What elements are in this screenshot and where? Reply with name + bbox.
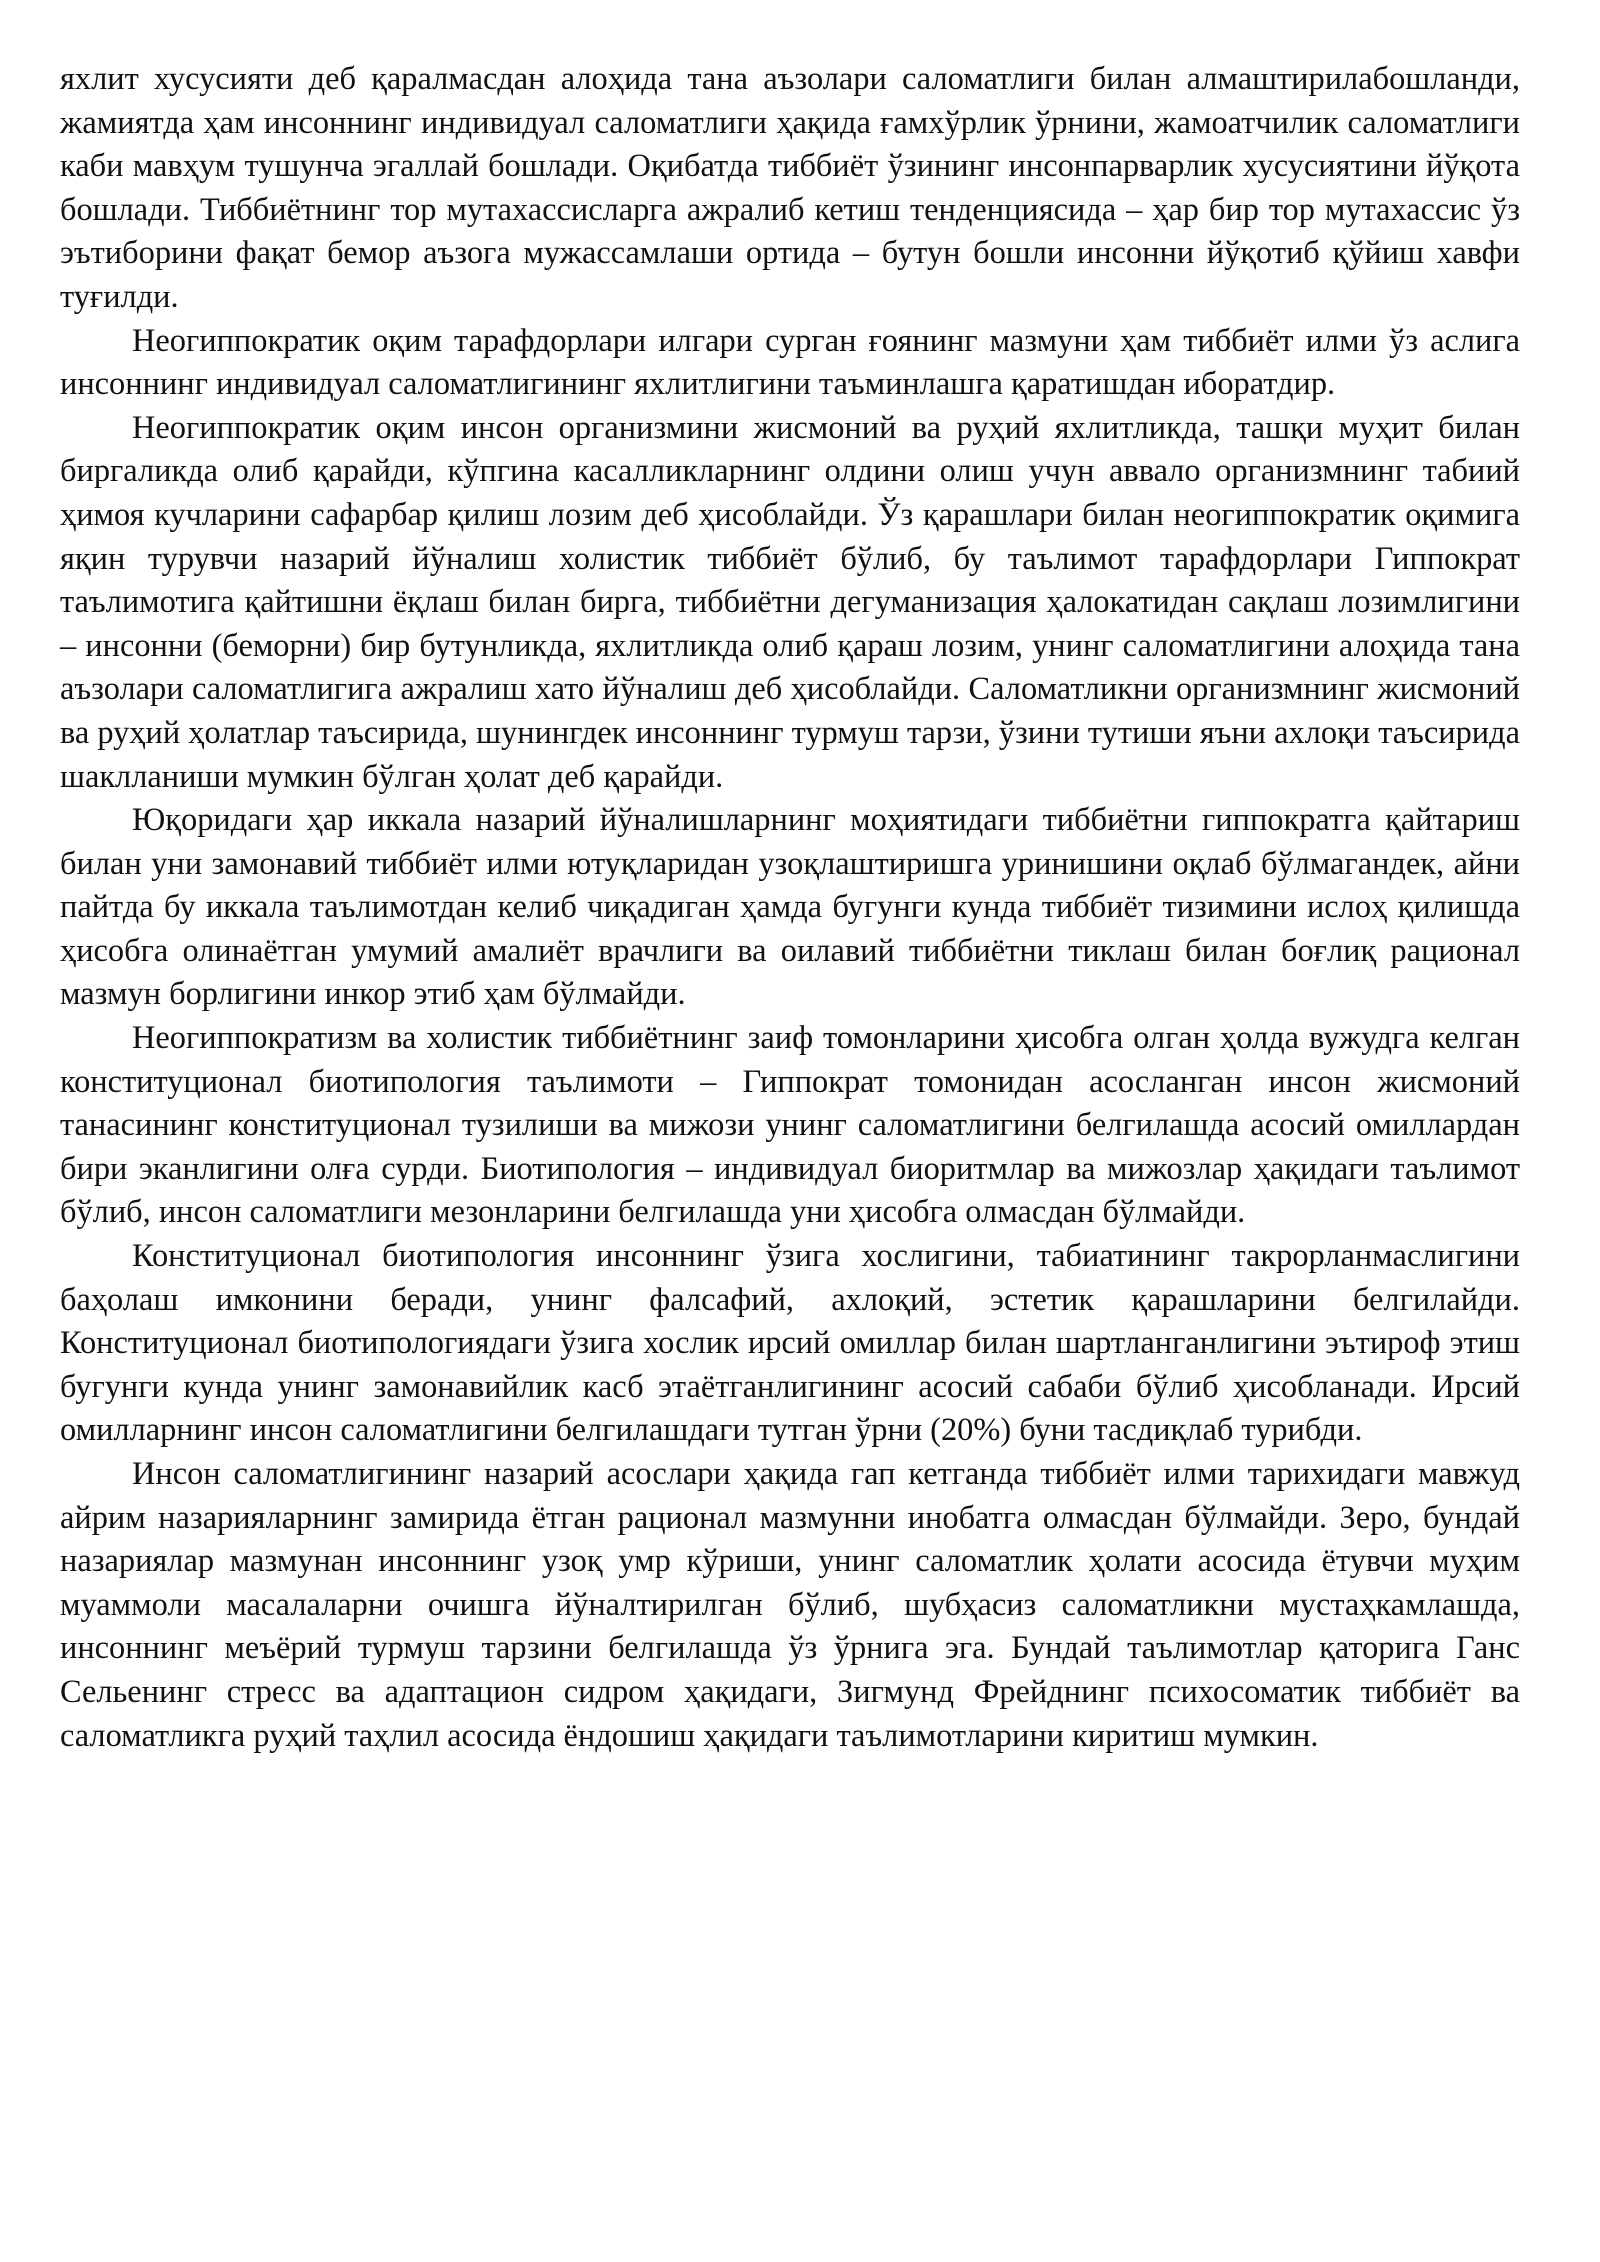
paragraph-biotypology: Неогиппократизм ва холистик тиббиётнинг заиф томонларини ҳисобга олган ҳолда вужудга келган конституционал биотипология таълимоти – Гиппократ томонидан асосланган инсон жисмоний танасининг конституционал тузилиши ва мижози унинг саломатлигини белгилашда асосий омиллардан бири эканлигини олға сурди. Биотипология – индивидуал биоритмлар ва мижозлар ҳақидаги таълимот бўлиб, инсон саломатлиги мезонларини белгилашда уни ҳисобга олмасдан бўлмайди. xyxy=(60,1020,1520,1231)
paragraph-rational-content: Юқоридаги ҳар иккала назарий йўналишларнинг моҳиятидаги тиббиётни гиппократга қайтариш билан уни замонавий тиббиёт илми ютуқларидан узоқлаштиришга уринишини оқлаб бўлмагандек, айни пайтда бу иккала таълимотдан келиб чиқадиган ҳамда бугунги кунда тиббиёт тизимини ислоҳ қилишда ҳисобга олинаётган умумий амалиёт врачлиги ва оилавий тиббиётни тиклаш билан боғлиқ рационал мазмун борлигини инкор этиб ҳам бўлмайди. xyxy=(60,802,1520,1013)
paragraph-neohippocratic-holistic: Неогиппократик оқим инсон организмини жисмоний ва руҳий яхлитликда, ташқи муҳит билан биргаликда олиб қарайди, кўпгина касалликларнинг олдини олиш учун аввало организмнинг табиий ҳимоя кучларини сафарбар қилиш лозим деб ҳисоблайди. Ўз қарашлари билан неогиппократик оқимига яқин турувчи назарий йўналиш холистик тиббиёт бўлиб, бу таълимот тарафдорлари Гиппократ таълимотига қайтишни ёқлаш билан бирга, тиббиётни дегуманизация ҳалокатидан сақлаш лозимлигини – инсонни (беморни) бир бутунликда, яхлитликда олиб қараш лозим, унинг саломатлигини алоҳида тана аъзолари саломатлигига ажралиш хато йўналиш деб ҳисоблайди. Саломатликни организмнинг жисмоний ва руҳий ҳолатлар таъсирида, шунингдек инсоннинг турмуш тарзи, ўзини тутиши яъни ахлоқи таъсирида шаклланиши мумкин бўлган ҳолат деб қарайди. xyxy=(60,409,1520,795)
paragraph-theoretical-foundations: Инсон саломатлигининг назарий асослари ҳақида гап кетганда тиббиёт илми тарихидаги мавжуд айрим назарияларнинг замирида ётган рационал мазмунни инобатга олмасдан бўлмайди. Зеро, бундай назариялар мазмунан инсоннинг узоқ умр кўриши, унинг саломатлик ҳолати асосида ётувчи муҳим муаммоли масалаларни очишга йўналтирилган бўлиб, шубҳасиз саломатликни мустаҳкамлашда, инсоннинг меъёрий турмуш тарзини белгилашда ўз ўрнига эга. Бундай таълимотлар қаторига Ганс Сельенинг стресс ва адаптацион сидром ҳақидаги, Зигмунд Фрейднинг психосоматик тиббиёт ва саломатликга руҳий таҳлил асосида ёндошиш ҳақидаги таълимотларини киритиш мумкин. xyxy=(60,1456,1520,1754)
document-page xyxy=(60,58,1520,1758)
paragraph-neohippocratic-goal: Неогиппократик оқим тарафдорлари илгари сурган ғоянинг мазмуни ҳам тиббиёт илми ўз аслига инсоннинг индивидуал саломатлигининг яхлитлигини таъминлашга қаратишдан иборатдир. xyxy=(60,322,1520,403)
paragraph-continuation: яхлит хусусияти деб қаралмасдан алоҳида тана аъзолари саломатлиги билан алмаштирилабошланди, жамиятда ҳам инсоннинг индивидуал саломатлиги ҳақида ғамхўрлик ўрнини, жамоатчилик саломатлиги каби мавҳум тушунча эгаллай бошлади. Оқибатда тиббиёт ўзининг инсонпарварлик хусусиятини йўқота бошлади. Тиббиётнинг тор мутахассисларга ажралиб кетиш тенденциясида – ҳар бир тор мутахассис ўз эътиборини фақат бемор аъзога мужассамлаши ортида – бутун бошли инсонни йўқотиб қўйиш хавфи туғилди. xyxy=(60,61,1520,315)
paragraph-constitutional-biotypology: Конституционал биотипология инсоннинг ўзига хослигини, табиатининг такрорланмаслигини баҳолаш имконини беради, унинг фалсафий, ахлоқий, эстетик қарашларини белгилайди. Конституционал биотипологиядаги ўзига хослик ирсий омиллар билан шартланганлигини эътироф этиш бугунги кунда унинг замонавийлик касб этаётганлигининг асосий сабаби бўлиб ҳисобланади. Ирсий омилларнинг инсон саломатлигини белгилашдаги тутган ўрни (20%) буни тасдиқлаб турибди. xyxy=(60,1238,1520,1449)
